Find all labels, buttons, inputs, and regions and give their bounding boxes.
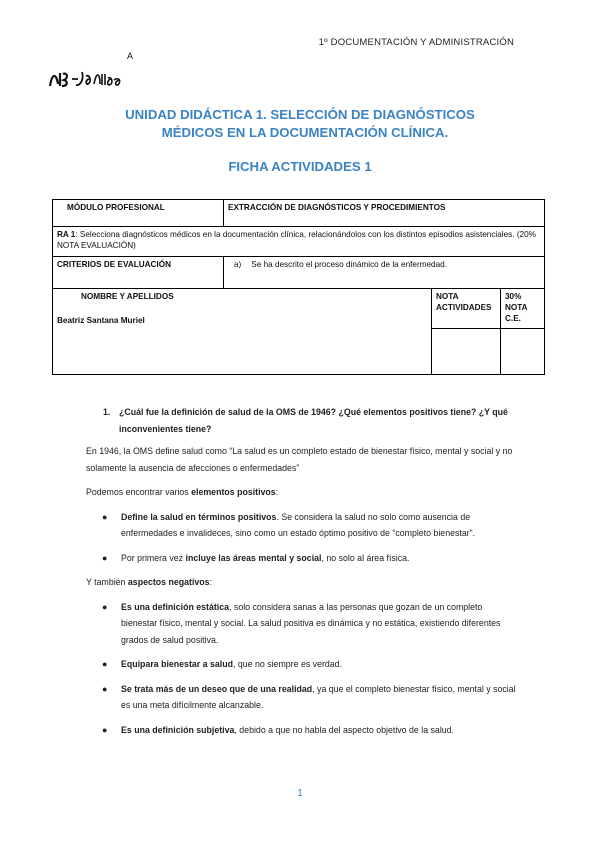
criterio-text: Se ha descrito el proceso dinámico de la enfermedad.: [251, 260, 447, 269]
bullet-icon: ●: [102, 511, 108, 522]
modulo-value: EXTRACCIÓN DE DIAGNÓSTICOS Y PROCEDIMIENTOS: [224, 200, 545, 227]
list-item: ● Define la salud en términos positivos. Se considera la salud no solo como ausencia de enfermedades e invalideces, sino como un estado óptimo positivo de “completo bienestar”.: [86, 509, 516, 542]
bullet-icon: ●: [102, 659, 108, 669]
ra-label: RA 1: [57, 230, 76, 239]
criterio-letter: a): [234, 260, 242, 269]
unit-title: [0, 106, 600, 142]
question-1: [86, 404, 516, 437]
nota-value: [432, 329, 501, 375]
bullet-icon: ●: [102, 552, 108, 563]
page-number: 1: [297, 788, 303, 799]
nombre-value: Beatriz Santana Muriel: [57, 316, 145, 325]
header-mark: A: [127, 51, 134, 61]
bullet-icon: ●: [102, 683, 108, 694]
bullet-icon: ●: [102, 601, 108, 612]
activity-sheet-table: [52, 199, 545, 375]
answer-content: [86, 404, 516, 746]
list-item: ● Es una definición subjetiva, debido a que no habla del aspecto objetivo de la salud.: [86, 722, 516, 739]
criterio-cell: [224, 257, 545, 289]
activities-subtitle: FICHA ACTIVIDADES 1: [228, 159, 372, 174]
nombre-label: NOMBRE Y APELLIDOS: [81, 292, 174, 301]
list-item: ● Se trata más de un deseo que de una realidad, ya que el completo bienestar físico, mental y social es una meta difícilmente alcanzable.: [86, 681, 516, 714]
positives-intro: Podemos encontrar varios elementos positivos:: [86, 487, 279, 497]
list-item: ● Por primera vez incluye las áreas mental y social, no solo al área física.: [86, 550, 516, 567]
list-item: ● Es una definición estática, solo considera sanas a las personas que gozan de un completo bienestar físico, mental y social. La salud positiva es dinámica y no estática, existiendo diferentes grados de salud positiva.: [86, 599, 516, 649]
unit-title-line2: MÉDICOS EN LA DOCUMENTACIÓN CLÍNICA.: [161, 125, 449, 140]
bullet-icon: ●: [102, 724, 108, 735]
school-logo-icon: [48, 68, 126, 90]
unit-title-line1: UNIDAD DIDÁCTICA 1. SELECCIÓN DE DIAGNÓSTICOS: [125, 107, 475, 122]
header-course: 1º DOCUMENTACIÓN Y ADMINISTRACIÓN: [318, 37, 514, 48]
ra-text: : Selecciona diagnósticos médicos en la documentación clínica, relacionándolos con los distintos episodios asistenciales. (20% NOTA EVALUACIÓN): [57, 230, 536, 250]
nota-label: NOTA ACTIVIDADES: [432, 289, 501, 329]
list-item: ● Equipara bienestar a salud, que no siempre es verdad.: [86, 656, 516, 673]
definition-paragraph: En 1946, la OMS define salud como “La salud es un completo estado de bienestar físico, mental y social y no solamente la ausencia de afecciones o enfermedades”: [86, 446, 513, 473]
modulo-label: MÓDULO PROFESIONAL: [53, 200, 224, 227]
question-number: 1.: [103, 407, 111, 417]
nombre-cell: [53, 289, 432, 375]
question-text: ¿Cuál fue la definición de salud de la OMS de 1946? ¿Qué elementos positivos tiene? ¿Y qué inconvenientes tiene?: [119, 407, 508, 434]
negatives-intro: Y también aspectos negativos:: [86, 577, 213, 587]
ra-cell: [53, 227, 545, 257]
ce-label: 30% NOTA C.E.: [501, 289, 545, 329]
criterios-label: CRITERIOS DE EVALUACIÓN: [53, 257, 224, 289]
ce-value: [501, 329, 545, 375]
